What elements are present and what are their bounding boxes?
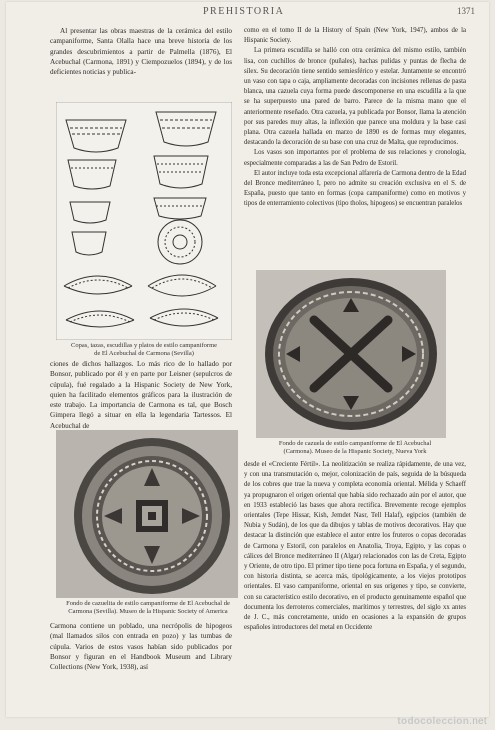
- left-column-mid-text: [50, 359, 232, 431]
- paragraph: ciones de dichos hallazgos. Lo más rico de lo hallado por Bonsor, publicado por él y en parte por Leisner (sepulcros de cúpula), fué regalado a la Hispanic Society de New York, quien ha facilitado elementos gráficos para la ilustración de este trabajo. La importancia de Carmona es tal, que Bosch Gimpera llegó a situar en ella la legendaria Tartessos. El Acebuchal de: [50, 360, 232, 430]
- watermark: [397, 716, 487, 727]
- paragraph: Los vasos son importantes por el problema de sus relaciones y cronología, especialmente comparadas a las de San Pedro de Estoril.: [244, 149, 466, 167]
- right-column-bottom-text: [244, 460, 466, 633]
- caption-line: Fondo de cazuela de estilo campaniforme de El Acebuchal: [278, 440, 432, 447]
- paragraph: Al presentar las obras maestras de la cerámica del estilo campaniforme, Santa Olalla hace una breve historia de los grandes descubrimientos a partir de Palmella (1876), El Acebuchal (Carmona, 1891) y Ciempozuelos (1894), y de los deficientes noticias y publica-: [50, 27, 232, 77]
- document-page: [6, 2, 489, 717]
- figure1-caption: [54, 342, 234, 358]
- paragraph: El autor incluye toda esta excepcional alfarería de Carmona dentro de la Edad del Bronce mediterráneo I, pero no admite su creación exclusiva en el S. de España, puesto que tanto en formas (copa campaniforme) como en motivos y tipos de enterramiento colectivos (tipo tholos, hipogeos) se encuentran paralelos: [244, 169, 466, 208]
- bowl-base-photo: [56, 430, 238, 598]
- caption-line: Copas, tazas, escudillas y platos de estilo campaniforme: [70, 342, 218, 349]
- caption-line: Fondo de cazuelita de estilo campaniforme de El Acebuchal de: [66, 600, 230, 607]
- paragraph: desde el «Creciente Fértil». La neolitización se realiza rápidamente, de una vez, y con una transmutación o, mejor, colonización de país, seguida de la búsqueda de los cobres que trae la nueva y completa economía oriental. Mélida y Schaeff ya propugnaron el origen oriental que había sido rechazado aún por el autor, que en 1933 estableció las bases que ahora rectifica. Brevemente recoge ejemplos orientales (Tepe Hissar, Kish, Jemdet Nasr, Tell Halaf), egipcios (también de Nubia y Sudán), de los que da dibujos y tablas de motivos decorativos. Hay que destacar la distinción que establece el autor entre los fruteros o copas decoradas de Carmona y Estoril, con paralelos en Anatolia, Troya, Egipto, y las copas o cálices del Bronce mediterráneo II (Algar) relacionados con las de Creta, Egipto y Oriente, de otro tipo. El primer tipo tiene poca fortuna en España, y el segundo, con historia distinta, se acerca más, tipológicamente, a los viejos prototipos orientales. El vaso campaniforme, oriental en sus orígenes y tipo, se convierte, con su característico estilo decorativo, en el producto genuinamente español que documenta los derroteros comerciales, marítimos y terrestres, del siglo xx antes de J. C., más concretamente, unido en ocasiones a la expansión de grupos españoles introductores del metal en Occidente: [244, 461, 466, 632]
- figure2-caption: [50, 600, 246, 616]
- watermark-suffix: .net: [469, 716, 487, 727]
- running-title: PREHISTORIA: [203, 6, 285, 17]
- paragraph: Carmona contiene un poblado, una necrópolis de hipogeos (mal llamados silos con entrada en pozo) y las tumbas de cúpula. Varios de estos vasos habían sido publicados por Bonsor y figuran en el Handbook Museum and Library Collections (New York, 1938), así: [50, 622, 232, 672]
- page-number: 1371: [457, 6, 475, 16]
- pottery-drawings-illustration: [56, 102, 232, 340]
- paragraph: La primera escudilla se halló con otra cerámica del mismo estilo, también lisa, con cuchillos de bronce (puñales), hachas pulidas y puntas de flecha de sílex. Su decoración tiene sentido semiesférico y estelar. Juntamente se encontró un vaso con tapa o caja, ampliamente decoradas con incisiones rellenas de pasta blanca, una cazuela cuya forma puede descomponerse en una escudilla a la que se ha superpuesto una pared de barro. Parece de la misma mano que el anteriormente reseñado. Otra cazuela, ya publicada por Bonsor, llama la atención por sus paredes muy altas, la inflexión que parece una moldura y la base casi plana. Otra cazuela hallada en marzo de 1890 es de formas muy elegantes, destacando la decoración de su base con una cruz de Malta, que reproducimos.: [244, 47, 466, 147]
- cazuela-base-photo-image: [256, 270, 446, 438]
- figure3-caption: [246, 440, 464, 456]
- watermark-brand: todocoleccion: [397, 716, 470, 727]
- cazuela-base-photo: [256, 270, 446, 438]
- caption-line: Carmona (Sevilla). Museo de la Hispanic Society of America: [68, 608, 228, 615]
- bowl-base-photo-image: [56, 430, 238, 598]
- left-column-top-text: [50, 26, 232, 77]
- paragraph: como en el tomo II de la History of Spain (New York, 1947), ambos de la Hispanic Society.: [244, 27, 466, 45]
- right-column-top-text: [244, 26, 466, 210]
- caption-line: de El Acebuchal de Carmona (Sevilla): [94, 350, 194, 357]
- page-header: [6, 6, 489, 20]
- pottery-drawings-figure: [56, 102, 232, 340]
- caption-line: (Carmona). Museo de la Hispanic Society, Nueva York: [283, 448, 427, 455]
- left-column-bottom-text: [50, 621, 232, 672]
